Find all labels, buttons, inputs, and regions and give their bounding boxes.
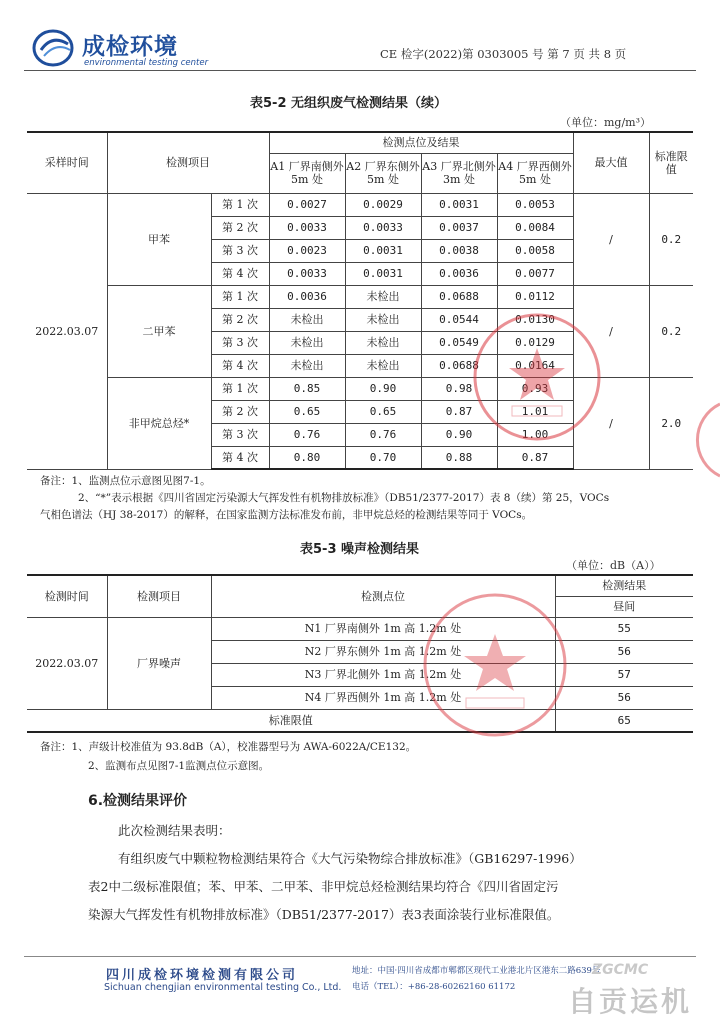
table-5-2-title: 表5-2 无组织废气检测结果（续）	[250, 96, 448, 111]
table-5-2-note-1: 备注：1、监测点位示意图见图7-1。	[40, 475, 211, 487]
result-a2: 0.0029	[345, 193, 421, 216]
limit-value: 0.2	[649, 285, 693, 377]
section-6-title: 6.检测结果评价	[88, 793, 188, 809]
logo-company-name: 成检环境	[82, 34, 178, 60]
round-label: 第 4 次	[211, 354, 269, 377]
result-a4: 0.0058	[497, 239, 573, 262]
table-row	[27, 617, 693, 640]
noise-point: N4 厂界西侧外 1m 高 1.2m 处	[211, 686, 555, 709]
result-a3: 0.90	[421, 423, 497, 446]
round-label: 第 2 次	[211, 400, 269, 423]
round-label: 第 2 次	[211, 216, 269, 239]
watermark-latin: ZGCMC	[592, 962, 649, 978]
result-a4: 0.0130	[497, 308, 573, 331]
result-a3: 0.0036	[421, 262, 497, 285]
table-5-3-title: 表5-3 噪声检测结果	[300, 542, 420, 557]
result-a3: 0.98	[421, 377, 497, 400]
result-a3: 0.87	[421, 400, 497, 423]
result-a1: 0.0033	[269, 216, 345, 239]
result-a4: 0.0084	[497, 216, 573, 239]
table-5-3-note-2: 2、监测布点见图7-1监测点位示意图。	[88, 760, 270, 772]
limit-row	[27, 709, 693, 732]
footer-divider	[24, 956, 696, 957]
table-row	[27, 285, 693, 308]
table-5-3-body	[27, 617, 693, 732]
table-5-3	[27, 574, 693, 733]
round-label: 第 1 次	[211, 193, 269, 216]
table-5-2	[27, 131, 693, 470]
section-6-line-2: 有组织废气中颗粒物检测结果符合《大气污染物综合排放标准》（GB16297-1996）	[118, 851, 582, 866]
header-divider	[24, 70, 696, 71]
noise-test-date: 2022.03.07	[27, 617, 107, 709]
header-noise-item: 检测项目	[107, 575, 211, 617]
document-number: CE 检字(2022)第 0303005 号 第 7 页 共 8 页	[380, 47, 627, 61]
table-5-2-body	[27, 193, 693, 469]
footer-address: 地址：中国·四川省成都市郫都区现代工业港北片区港东二路639号	[352, 966, 601, 976]
result-a1: 未检出	[269, 354, 345, 377]
noise-point: N1 厂界南侧外 1m 高 1.2m 处	[211, 617, 555, 640]
header-max-value: 最大值	[573, 132, 649, 193]
table-5-2-unit: （单位：mg/m³）	[560, 116, 652, 129]
footer-company-en: Sichuan chengjian environmental testing Co., Ltd.	[104, 982, 342, 993]
header-sampling-time: 采样时间	[27, 132, 107, 193]
result-a4: 1.00	[497, 423, 573, 446]
round-label: 第 4 次	[211, 446, 269, 469]
noise-value: 56	[555, 640, 693, 663]
limit-value: 0.2	[649, 193, 693, 285]
result-a1: 0.85	[269, 377, 345, 400]
result-a3: 0.0544	[421, 308, 497, 331]
result-a2: 0.90	[345, 377, 421, 400]
table-5-2-note-2: 2、“*”表示根据《四川省固定污染源大气挥发性有机物排放标准》（DB51/2377-2017）表 8（续）第 25，VOCs	[78, 492, 610, 504]
section-6-line-4: 染源大气挥发性有机物排放标准》（DB51/2377-2017）表3表面涂装行业标准限值。	[88, 907, 560, 922]
round-label: 第 3 次	[211, 239, 269, 262]
result-a4: 0.0112	[497, 285, 573, 308]
result-a4: 0.0164	[497, 354, 573, 377]
round-label: 第 3 次	[211, 331, 269, 354]
header-test-point: 检测点位	[211, 575, 555, 617]
noise-point: N2 厂界东侧外 1m 高 1.2m 处	[211, 640, 555, 663]
result-a3: 0.0037	[421, 216, 497, 239]
result-a3: 0.0031	[421, 193, 497, 216]
result-a4: 0.93	[497, 377, 573, 400]
logo-company-subtitle: environmental testing center	[84, 58, 209, 68]
pollutant-name: 二甲苯	[107, 285, 211, 377]
standard-limit-label: 标准限值	[27, 709, 555, 732]
max-value: /	[573, 193, 649, 285]
footer-company-cn: 四川成检环境检测有限公司	[106, 968, 299, 983]
noise-value: 56	[555, 686, 693, 709]
section-6-line-1: 此次检测结果表明：	[118, 823, 231, 838]
table-row	[27, 377, 693, 400]
header-test-item: 检测项目	[107, 132, 269, 193]
result-a3: 0.0549	[421, 331, 497, 354]
round-label: 第 1 次	[211, 377, 269, 400]
result-a4: 0.0077	[497, 262, 573, 285]
noise-value: 55	[555, 617, 693, 640]
result-a4: 0.0129	[497, 331, 573, 354]
logo-emblem-icon	[32, 28, 76, 68]
header-points-group: 检测点位及结果	[269, 132, 573, 153]
result-a1: 0.76	[269, 423, 345, 446]
table-5-3-note-1: 备注：1、声级计校准值为 93.8dB（A），校准器型号为 AWA-6022A/CE132。	[40, 741, 417, 753]
max-value: /	[573, 285, 649, 377]
max-value: /	[573, 377, 649, 469]
result-a2: 0.0033	[345, 216, 421, 239]
table-5-3-unit: （单位：dB（A））	[566, 559, 661, 572]
header-point-a4: A4 厂界西侧外 5m 处	[497, 153, 573, 193]
footer-telephone: 电话（TEL）：+86-28-60262160 61172	[352, 982, 516, 992]
limit-value: 2.0	[649, 377, 693, 469]
header-daytime: 昼间	[555, 596, 693, 617]
result-a3: 0.0038	[421, 239, 497, 262]
header-point-a1: A1 厂界南侧外 5m 处	[269, 153, 345, 193]
result-a2: 未检出	[345, 308, 421, 331]
standard-limit-value: 65	[555, 709, 693, 732]
header-test-time: 检测时间	[27, 575, 107, 617]
result-a1: 0.0027	[269, 193, 345, 216]
result-a1: 0.0033	[269, 262, 345, 285]
result-a2: 0.65	[345, 400, 421, 423]
section-6-line-3: 表2中二级标准限值；苯、甲苯、二甲苯、非甲烷总烃检测结果均符合《四川省固定污	[88, 879, 559, 894]
result-a1: 0.0023	[269, 239, 345, 262]
sampling-date: 2022.03.07	[27, 193, 107, 469]
header-standard-limit: 标准限值	[649, 132, 693, 193]
noise-point: N3 厂界北侧外 1m 高 1.2m 处	[211, 663, 555, 686]
result-a3: 0.88	[421, 446, 497, 469]
result-a1: 0.65	[269, 400, 345, 423]
result-a2: 0.70	[345, 446, 421, 469]
header-test-result: 检测结果	[555, 575, 693, 596]
corner-watermark	[548, 962, 718, 1018]
result-a2: 未检出	[345, 354, 421, 377]
round-label: 第 2 次	[211, 308, 269, 331]
result-a1: 0.80	[269, 446, 345, 469]
result-a3: 0.0688	[421, 285, 497, 308]
result-a4: 1.01	[497, 400, 573, 423]
round-label: 第 4 次	[211, 262, 269, 285]
company-logo	[32, 24, 222, 72]
table-row	[27, 193, 693, 216]
result-a2: 未检出	[345, 331, 421, 354]
noise-item: 厂界噪声	[107, 617, 211, 709]
round-label: 第 1 次	[211, 285, 269, 308]
result-a2: 未检出	[345, 285, 421, 308]
header-point-a3: A3 厂界北侧外 3m 处	[421, 153, 497, 193]
round-label: 第 3 次	[211, 423, 269, 446]
result-a4: 0.87	[497, 446, 573, 469]
result-a1: 0.0036	[269, 285, 345, 308]
result-a4: 0.0053	[497, 193, 573, 216]
result-a3: 0.0688	[421, 354, 497, 377]
table-5-2-note-3: 气相色谱法（HJ 38-2017）的解释，在国家监测方法标准发布前，非甲烷总烃的检测结果等同于 VOCs。	[40, 509, 533, 521]
result-a2: 0.0031	[345, 239, 421, 262]
noise-value: 57	[555, 663, 693, 686]
header-point-a2: A2 厂界东侧外 5m 处	[345, 153, 421, 193]
result-a1: 未检出	[269, 331, 345, 354]
result-a1: 未检出	[269, 308, 345, 331]
result-a2: 0.76	[345, 423, 421, 446]
pollutant-name: 甲苯	[107, 193, 211, 285]
pollutant-name: 非甲烷总烃*	[107, 377, 211, 469]
watermark-chinese: 自贡运机	[568, 985, 693, 1018]
result-a2: 0.0031	[345, 262, 421, 285]
